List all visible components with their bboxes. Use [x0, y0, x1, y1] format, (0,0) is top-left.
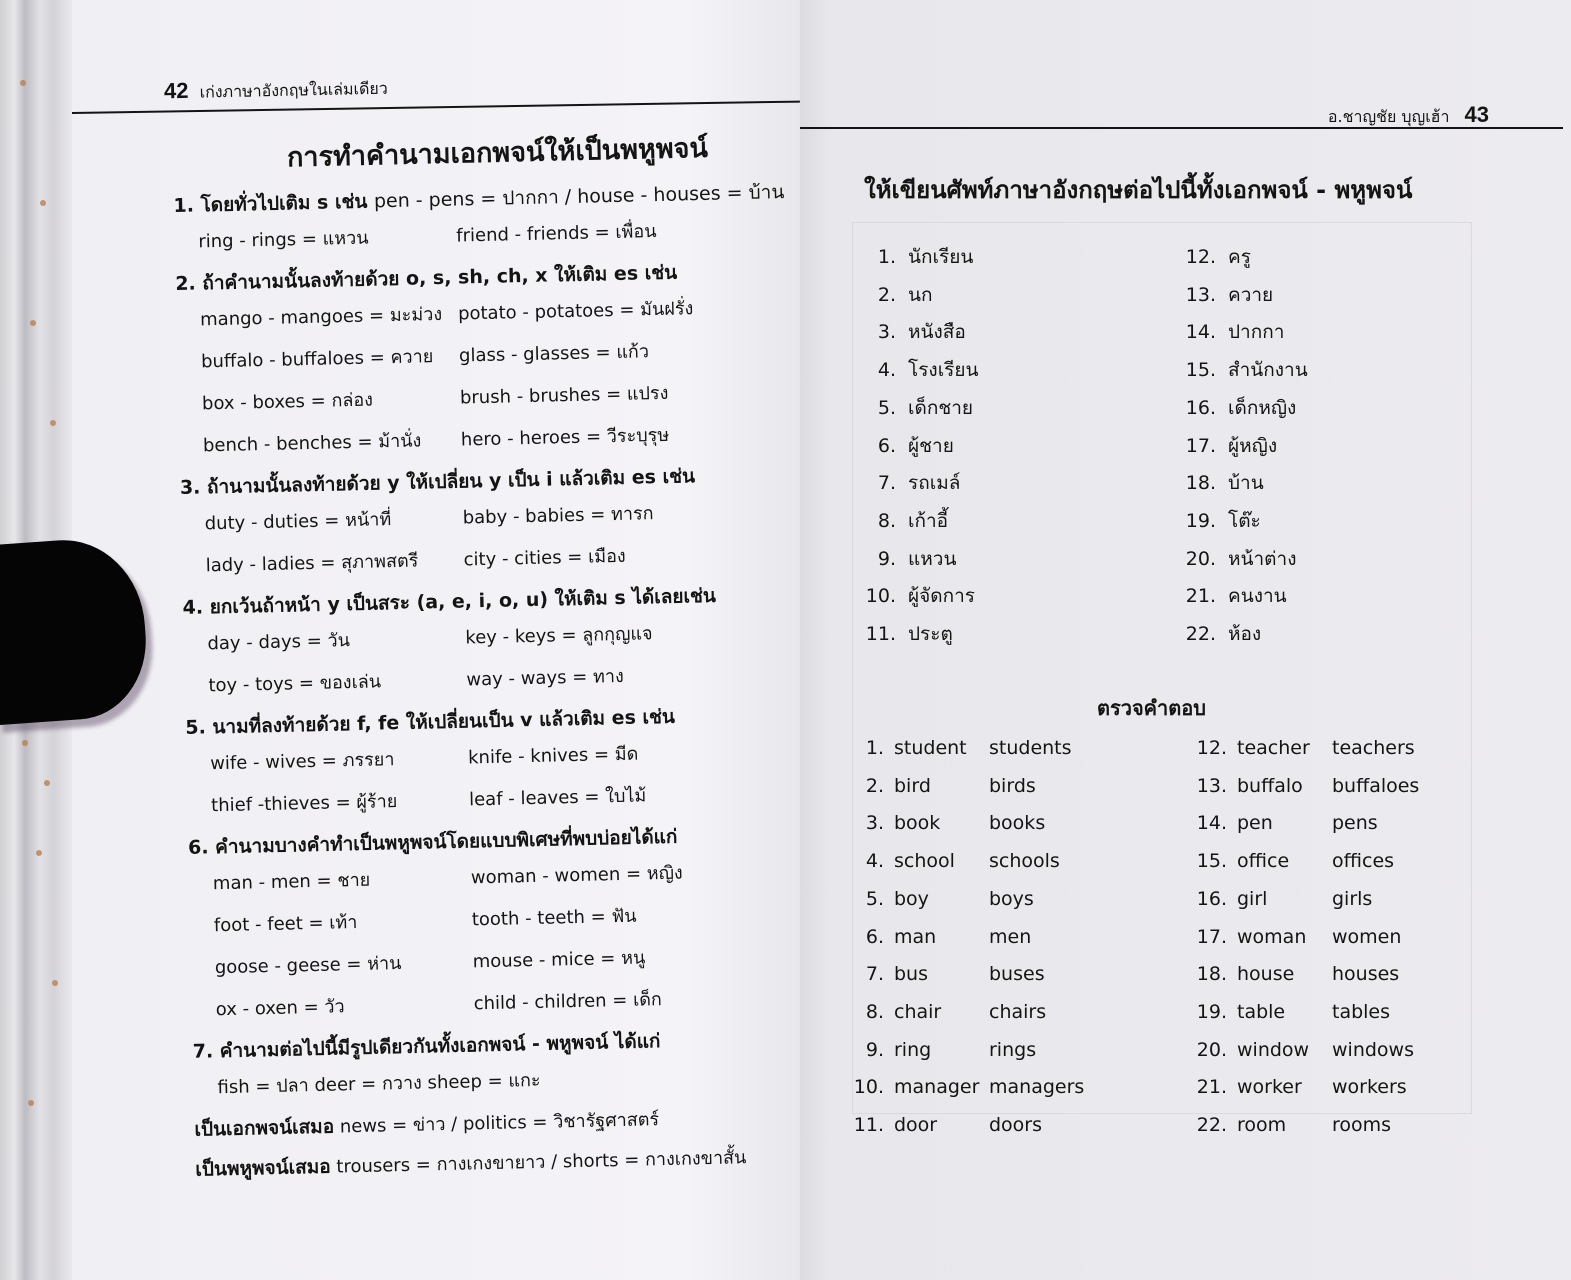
- answer-item: [1195, 812, 1378, 834]
- example-right: potato - potatoes = มันฝรั่ง: [457, 298, 694, 325]
- example-row: [217, 1059, 814, 1102]
- answer-singular: house: [1237, 963, 1295, 986]
- always-plural-text: trousers = กางเกงขายาว / shorts = กางเกงขาสั้น: [336, 1147, 747, 1178]
- answer-number: 17.: [1196, 925, 1227, 948]
- answer-plural: windows: [1332, 1038, 1414, 1061]
- answer-singular: room: [1237, 1114, 1287, 1136]
- answer-plural: buffaloes: [1332, 774, 1420, 797]
- answer-singular: woman: [1237, 925, 1307, 948]
- question-number: 9.: [877, 547, 896, 570]
- example-row: [200, 291, 797, 334]
- answer-singular: chair: [894, 1000, 942, 1023]
- question-item: [860, 431, 954, 461]
- question-item: [1180, 468, 1264, 498]
- question-thai-word: ผู้ชาย: [908, 434, 954, 457]
- example-left: duty - duties = หน้าที่: [204, 509, 392, 535]
- answer-singular: boy: [894, 887, 929, 910]
- answer-item: [1195, 737, 1415, 759]
- question-item: [1180, 393, 1296, 423]
- answer-plural: boys: [989, 887, 1034, 910]
- answer-plural: men: [989, 925, 1032, 948]
- question-number: 20.: [1185, 547, 1216, 570]
- answer-plural: schools: [989, 850, 1060, 873]
- always-singular-label: เป็นเอกพจน์เสมอ: [194, 1115, 335, 1141]
- question-thai-word: โต๊ะ: [1228, 509, 1261, 532]
- answer-number: 13.: [1196, 774, 1227, 797]
- answer-plural: rooms: [1332, 1114, 1392, 1136]
- answer-plural: offices: [1332, 850, 1395, 873]
- answer-singular: bus: [894, 963, 929, 986]
- rule-heading: 2. ถ้าคำนามนั้นลงท้ายด้วย o, s, sh, ch, x ให้เติม es เช่น: [175, 261, 678, 295]
- exercise-section: [840, 170, 1540, 1136]
- page-title: การทำคำนามเอกพจน์ให้เป็นพหูพจน์: [286, 132, 709, 174]
- rule-6: [188, 819, 812, 1024]
- rule-heading: 6. คำนามบางคำทำเป็นพหูพจน์โดยแบบพิเศษที่พบบ่อยได้แก่: [187, 825, 678, 859]
- example-right: friend - friends = เพื่อน: [456, 221, 657, 247]
- example-row: [215, 981, 812, 1024]
- question-item: [1180, 242, 1251, 272]
- answer-number: 12.: [1196, 737, 1227, 759]
- answer-item: [852, 737, 1072, 759]
- answer-number: 18.: [1196, 963, 1227, 986]
- example-left: lady - ladies = สุภาพสตรี: [205, 550, 419, 577]
- always-plural-label: เป็นพหูพจน์เสมอ: [195, 1155, 331, 1181]
- question-number: 19.: [1185, 509, 1216, 532]
- example-row: [203, 417, 800, 460]
- example-right: way - ways = ทาง: [466, 665, 624, 691]
- answer-item: [1195, 1076, 1407, 1098]
- answer-item: [852, 1076, 1084, 1098]
- question-number: 15.: [1185, 359, 1216, 382]
- answer-plural: students: [989, 737, 1072, 759]
- answer-number: 16.: [1196, 887, 1227, 910]
- answer-item: [852, 775, 1036, 797]
- question-item: [1180, 544, 1296, 574]
- rule-4: [182, 579, 804, 700]
- question-thai-word: รถเมล์: [908, 472, 961, 495]
- answer-number: 11.: [853, 1114, 884, 1136]
- answer-number: 6.: [865, 925, 884, 948]
- example-right: city - cities = เมือง: [463, 545, 626, 571]
- example-row: [207, 615, 804, 658]
- answer-number: 8.: [865, 1000, 884, 1023]
- answer-singular: student: [894, 737, 967, 759]
- answer-number: 7.: [865, 963, 884, 986]
- answer-title: ตรวจคำตอบ: [1097, 696, 1206, 720]
- question-number: 13.: [1185, 283, 1216, 306]
- question-number: 2.: [877, 283, 896, 306]
- rule-5: [185, 699, 807, 820]
- answer-number: 1.: [865, 737, 884, 759]
- question-thai-word: แหวน: [908, 547, 957, 570]
- answer-plural: teachers: [1332, 737, 1415, 759]
- question-number: 11.: [865, 623, 896, 645]
- example-right: knife - knives = มีด: [467, 743, 639, 769]
- question-number: 7.: [877, 472, 896, 495]
- answer-singular: teacher: [1237, 737, 1310, 759]
- question-number: 21.: [1185, 585, 1216, 608]
- question-number: 10.: [865, 585, 896, 608]
- rule-3: [180, 459, 802, 580]
- question-item: [1180, 317, 1284, 347]
- example-right: tooth - teeth = ฟัน: [471, 905, 637, 931]
- left-running-header: [164, 74, 388, 107]
- example-row: [201, 333, 798, 376]
- question-item: [1180, 581, 1287, 611]
- question-thai-word: เด็กหญิง: [1228, 396, 1297, 419]
- question-number: 3.: [877, 321, 896, 344]
- rule-2: [175, 255, 799, 460]
- question-thai-word: หนังสือ: [908, 321, 966, 344]
- answer-number: 14.: [1196, 812, 1227, 835]
- example-left: box - boxes = กล่อง: [201, 389, 374, 415]
- question-thai-word: เก้าอี้: [908, 509, 949, 532]
- example-right: hero - heroes = วีระบุรุษ: [460, 424, 670, 451]
- answer-item: [1195, 1114, 1391, 1136]
- question-number: 18.: [1185, 472, 1216, 495]
- example-row: [208, 657, 805, 700]
- exercise-title: ให้เขียนศัพท์ภาษาอังกฤษต่อไปนี้ทั้งเอกพจน์ - พหูพจน์: [864, 176, 1413, 204]
- answer-plural: buses: [989, 963, 1045, 986]
- question-thai-word: ห้อง: [1228, 623, 1262, 645]
- rule-heading: 7. คำนามต่อไปนี้มีรูปเดียวกันทั้งเอกพจน์ - พหูพจน์ ได้แก่: [192, 1030, 661, 1063]
- question-number: 14.: [1185, 321, 1216, 344]
- rule-heading-example: pen - pens = ปากกา / house - houses = บ้าน: [373, 181, 785, 213]
- question-item: [1180, 355, 1308, 385]
- question-item: [860, 544, 956, 574]
- question-thai-word: ผู้จัดการ: [908, 585, 975, 608]
- left-page: [72, 0, 800, 1280]
- example-left: foot - feet = เท้า: [213, 911, 358, 937]
- question-thai-word: สำนักงาน: [1228, 359, 1308, 382]
- rule-heading: 5. นามที่ลงท้ายด้วย f, fe ให้เปลี่ยนเป็น v แล้วเติม es เช่น: [185, 705, 676, 739]
- answer-item: [852, 850, 1060, 872]
- example-row: [214, 897, 811, 940]
- answer-number: 21.: [1196, 1076, 1227, 1099]
- always-singular-row: [194, 1101, 815, 1145]
- answer-number: 15.: [1196, 850, 1227, 873]
- answer-plural: women: [1332, 925, 1402, 948]
- answer-item: [1195, 1001, 1390, 1023]
- answer-plural: chairs: [989, 1000, 1047, 1023]
- answer-singular: man: [894, 925, 937, 948]
- answer-plural: pens: [1332, 812, 1378, 835]
- answer-singular: girl: [1237, 887, 1268, 910]
- answer-singular: worker: [1237, 1076, 1302, 1099]
- answer-number: 9.: [865, 1038, 884, 1061]
- answer-plural: books: [989, 812, 1046, 835]
- question-item: [860, 280, 933, 310]
- answer-singular: pen: [1237, 812, 1273, 835]
- answer-number: 20.: [1196, 1038, 1227, 1061]
- example-left: man - men = ชาย: [212, 869, 371, 895]
- answer-number: 3.: [865, 812, 884, 835]
- example-right: key - keys = ลูกกุญแจ: [465, 623, 653, 649]
- example-right: leaf - leaves = ใบไม้: [468, 785, 647, 811]
- answer-number: 19.: [1196, 1000, 1227, 1023]
- answer-number: 22.: [1196, 1114, 1227, 1136]
- answer-plural: birds: [989, 774, 1036, 797]
- example-row: [210, 735, 807, 778]
- example-right: mouse - mice = หนู: [472, 947, 646, 973]
- answer-plural: managers: [989, 1076, 1085, 1099]
- answer-number: 10.: [853, 1076, 884, 1099]
- example-row: [211, 777, 808, 820]
- question-item: [860, 355, 979, 385]
- answer-singular: book: [894, 812, 941, 835]
- question-item: [860, 581, 975, 611]
- question-number: 16.: [1185, 396, 1216, 419]
- question-thai-word: หน้าต่าง: [1228, 547, 1297, 570]
- answer-item: [852, 963, 1045, 985]
- answer-item: [1195, 850, 1394, 872]
- question-item: [1180, 280, 1273, 310]
- answer-plural: houses: [1332, 963, 1400, 986]
- answer-plural: girls: [1332, 887, 1373, 910]
- question-number: 5.: [877, 396, 896, 419]
- question-thai-word: ประตู: [908, 623, 953, 645]
- example-left: mango - mangoes = มะม่วง: [199, 303, 443, 331]
- example-left: buffalo - buffaloes = ควาย: [200, 346, 434, 373]
- answer-singular: office: [1237, 850, 1290, 873]
- answer-singular: window: [1237, 1038, 1310, 1061]
- question-thai-word: นก: [908, 283, 933, 306]
- example-left: wife - wives = ภรรยา: [209, 749, 395, 775]
- example-left: day - days = วัน: [207, 630, 351, 655]
- question-item: [860, 317, 966, 347]
- example-left: thief -thieves = ผู้ร้าย: [210, 791, 398, 817]
- answer-item: [852, 888, 1034, 910]
- example-right: child - children = เด็ก: [473, 989, 663, 1015]
- answer-item: [1195, 1039, 1414, 1061]
- question-thai-word: เด็กชาย: [908, 396, 974, 419]
- example-left: ox - oxen = วัว: [215, 996, 345, 1021]
- answer-number: 4.: [865, 850, 884, 873]
- question-number: 22.: [1185, 623, 1216, 645]
- question-number: 8.: [877, 509, 896, 532]
- example-row: [198, 213, 795, 256]
- question-thai-word: โรงเรียน: [908, 359, 979, 382]
- plural-rules-section: [172, 124, 816, 1195]
- example-right: woman - women = หญิง: [470, 862, 683, 889]
- answer-item: [1195, 926, 1401, 948]
- question-item: [860, 393, 973, 423]
- rule-heading: 1. โดยทั่วไปเติม s เช่น: [173, 190, 368, 217]
- question-thai-word: ผู้หญิง: [1228, 434, 1278, 457]
- question-thai-word: ควาย: [1228, 283, 1274, 306]
- question-thai-word: ปากกา: [1228, 321, 1285, 344]
- question-number: 1.: [877, 246, 896, 268]
- question-thai-word: คนงาน: [1228, 585, 1287, 608]
- right-running-title: อ.ชาญชัย บุญเฮ้า: [1327, 107, 1450, 126]
- answer-item: [852, 812, 1045, 834]
- question-item: [860, 619, 953, 649]
- question-number: 12.: [1185, 246, 1216, 268]
- answer-item: [1195, 775, 1419, 797]
- example-row: [214, 939, 811, 982]
- right-page-number: 43: [1464, 102, 1489, 127]
- question-item: [860, 468, 960, 498]
- question-number: 17.: [1185, 434, 1216, 457]
- right-running-header: [1328, 102, 1489, 130]
- question-thai-word: นักเรียน: [908, 246, 974, 268]
- answer-item: [852, 1039, 1036, 1061]
- answer-number: 5.: [865, 887, 884, 910]
- example-row: [213, 855, 810, 898]
- example-row: [205, 537, 802, 580]
- answer-item: [852, 926, 1031, 948]
- example-row: [202, 375, 799, 418]
- example-right: brush - brushes = แปรง: [459, 382, 669, 409]
- answer-singular: buffalo: [1237, 774, 1303, 797]
- answer-plural: workers: [1332, 1076, 1407, 1099]
- answer-singular: school: [894, 850, 955, 873]
- answer-item: [1195, 963, 1399, 985]
- answer-singular: bird: [894, 774, 931, 797]
- answer-plural: tables: [1332, 1000, 1391, 1023]
- question-number: 6.: [877, 434, 896, 457]
- example-right: baby - babies = ทารก: [462, 503, 654, 529]
- rule-heading: 4. ยกเว้นถ้าหน้า y เป็นสระ (a, e, i, o, u) ให้เติม s ได้เลยเช่น: [182, 584, 717, 619]
- question-number: 4.: [877, 359, 896, 382]
- rule-7: [192, 1023, 813, 1102]
- answer-singular: door: [894, 1114, 938, 1136]
- always-plural-row: [195, 1141, 816, 1185]
- answer-item: [1195, 888, 1372, 910]
- example-row: [204, 495, 801, 538]
- right-page: [800, 0, 1571, 1280]
- example-left: bench - benches = ม้านั่ง: [202, 430, 422, 457]
- rule-heading: 3. ถ้านามนั้นลงท้ายด้วย y ให้เปลี่ยน y เป็น i แล้วเติม es เช่น: [179, 465, 696, 499]
- question-item: [1180, 619, 1261, 649]
- left-running-title: เก่งภาษาอังกฤษในเล่มเดียว: [199, 78, 388, 102]
- example-left: toy - toys = ของเล่น: [208, 671, 382, 697]
- answer-singular: table: [1237, 1000, 1286, 1023]
- answer-plural: doors: [989, 1114, 1043, 1136]
- example-left: goose - geese = ห่าน: [214, 953, 402, 979]
- left-page-number: 42: [163, 77, 189, 104]
- answer-singular: ring: [894, 1038, 932, 1061]
- question-item: [1180, 431, 1277, 461]
- answer-singular: manager: [894, 1076, 980, 1099]
- example-left: ring - rings = แหวน: [198, 227, 369, 253]
- example-left: fish = ปลา deer = กวาง sheep = แกะ: [217, 1069, 541, 1099]
- always-singular-text: news = ข่าว / politics = วิชารัฐศาสตร์: [339, 1109, 660, 1138]
- rule-1: [173, 177, 794, 256]
- question-item: [1180, 506, 1261, 536]
- question-thai-word: ครู: [1228, 246, 1251, 268]
- question-item: [860, 506, 948, 536]
- answer-number: 2.: [865, 774, 884, 797]
- answer-plural: rings: [989, 1038, 1037, 1061]
- header-rule: [800, 127, 1563, 129]
- answer-item: [852, 1001, 1046, 1023]
- question-item: [860, 242, 973, 272]
- question-thai-word: บ้าน: [1228, 472, 1264, 495]
- answer-item: [852, 1114, 1042, 1136]
- example-right: glass - glasses = แก้ว: [458, 341, 650, 367]
